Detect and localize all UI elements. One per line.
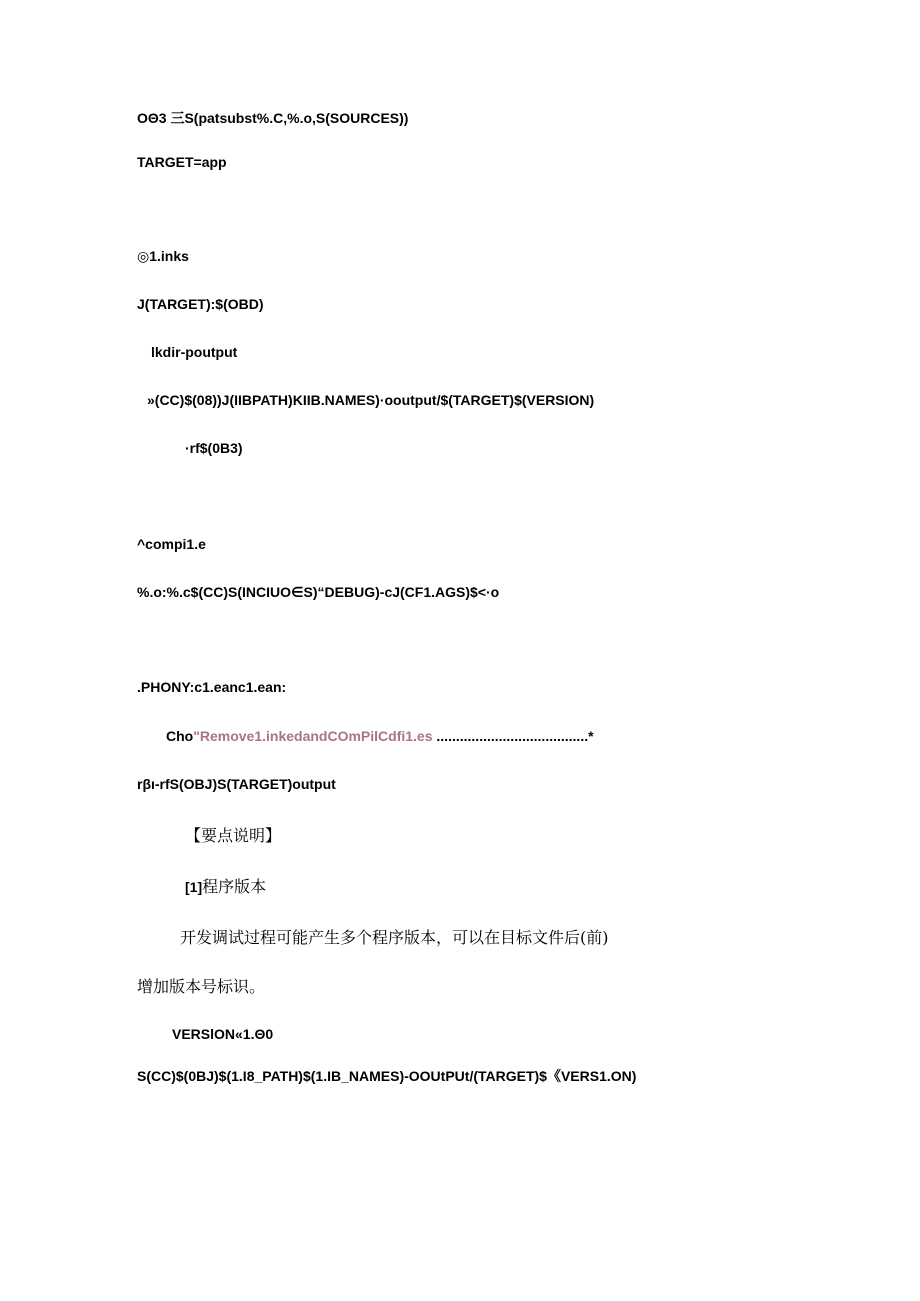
highlighted-char: 1 (231, 1068, 239, 1084)
code-line-version (172, 1024, 273, 1044)
echo-string: "Remove (193, 728, 255, 744)
code-line-target (137, 152, 227, 172)
section-heading (185, 825, 281, 847)
echo-string: .inkedandCOmPilCdfi (262, 728, 406, 744)
highlighted-char: 1 (186, 536, 195, 552)
highlighted-char: 1 (202, 679, 210, 695)
code-text: rβı-rfS(OBJ)S(TARGET)output (137, 776, 336, 792)
code-text: .ean: (253, 679, 287, 695)
highlighted-char: 1 (315, 1068, 324, 1084)
code-text: lkdir-poutput (151, 344, 238, 360)
highlighted-char: 1 (405, 728, 414, 744)
code-text: .ON) (606, 1068, 637, 1084)
code-text: VERSlON«1.Θ0 (172, 1026, 274, 1042)
highlighted-char: 1 (149, 248, 158, 264)
paragraph-line (180, 927, 609, 949)
code-line-rm (185, 438, 243, 458)
code-text: Cho (166, 728, 194, 744)
subsection-title: 程序版本 (202, 877, 267, 896)
code-text: ◎ (137, 248, 150, 264)
code-text: »(CC)$(08))J(IIBPATH)KIIB.NAMES)·ooutput/$(TARGET)$(VERSION) (147, 392, 595, 408)
code-line-rm-all (137, 774, 336, 794)
paragraph-line (137, 976, 265, 998)
code-line-objs (137, 108, 408, 128)
highlighted-char: 1 (254, 728, 263, 744)
code-text: %.o:%.c$(CC)S(INCIUO∈S)“DEBUG)-cJ(CF (137, 584, 424, 600)
code-text: .IB_NAMES)-OOUtPUt/(TARGET)$《VERS (323, 1068, 600, 1084)
paragraph-text: 增加版本号标识。 (137, 977, 266, 996)
paragraph-text: 开发调试过程可能产生多个程序版本，可以在目标文件后(前) (180, 928, 609, 947)
code-text: S(CC)$(0BJ)$( (137, 1068, 232, 1084)
code-line-pattern-rule (137, 582, 499, 602)
echo-string: .es (413, 728, 433, 744)
code-text: .e (194, 536, 206, 552)
code-text: ^compi (137, 536, 187, 552)
subsection-heading (185, 876, 266, 898)
code-text: .inks (157, 248, 189, 264)
highlighted-char: 1 (599, 1068, 607, 1084)
subsection-number: [1] (185, 879, 203, 895)
code-line-mkdir (151, 342, 237, 362)
code-line-compile-comment (137, 534, 206, 554)
heading-text: 【要点说明】 (185, 826, 282, 845)
code-text: .AGS)$<·o (431, 584, 500, 600)
code-line-phony (137, 677, 286, 697)
dot-leader: .......................................* (432, 728, 594, 744)
highlighted-char: 1 (423, 584, 432, 600)
code-text: .PHONY:c (137, 679, 203, 695)
code-line-target-rule (137, 294, 264, 314)
code-text: .eanc (209, 679, 246, 695)
code-text: ·rf$(0B3) (185, 440, 243, 456)
code-text: .I8_PATH)$( (238, 1068, 316, 1084)
code-text: TARGET=app (137, 154, 227, 170)
code-text: J(TARGET):$(OBD) (137, 296, 264, 312)
highlighted-char: 1 (245, 679, 254, 695)
code-line-links (137, 246, 189, 266)
code-line-echo (166, 726, 594, 746)
code-line-versioned-link (137, 1066, 636, 1086)
code-text: OΘ3 三S(patsubst%.C,%.o,S(SOURCES)) (137, 110, 409, 126)
code-line-cc-link (147, 390, 594, 410)
